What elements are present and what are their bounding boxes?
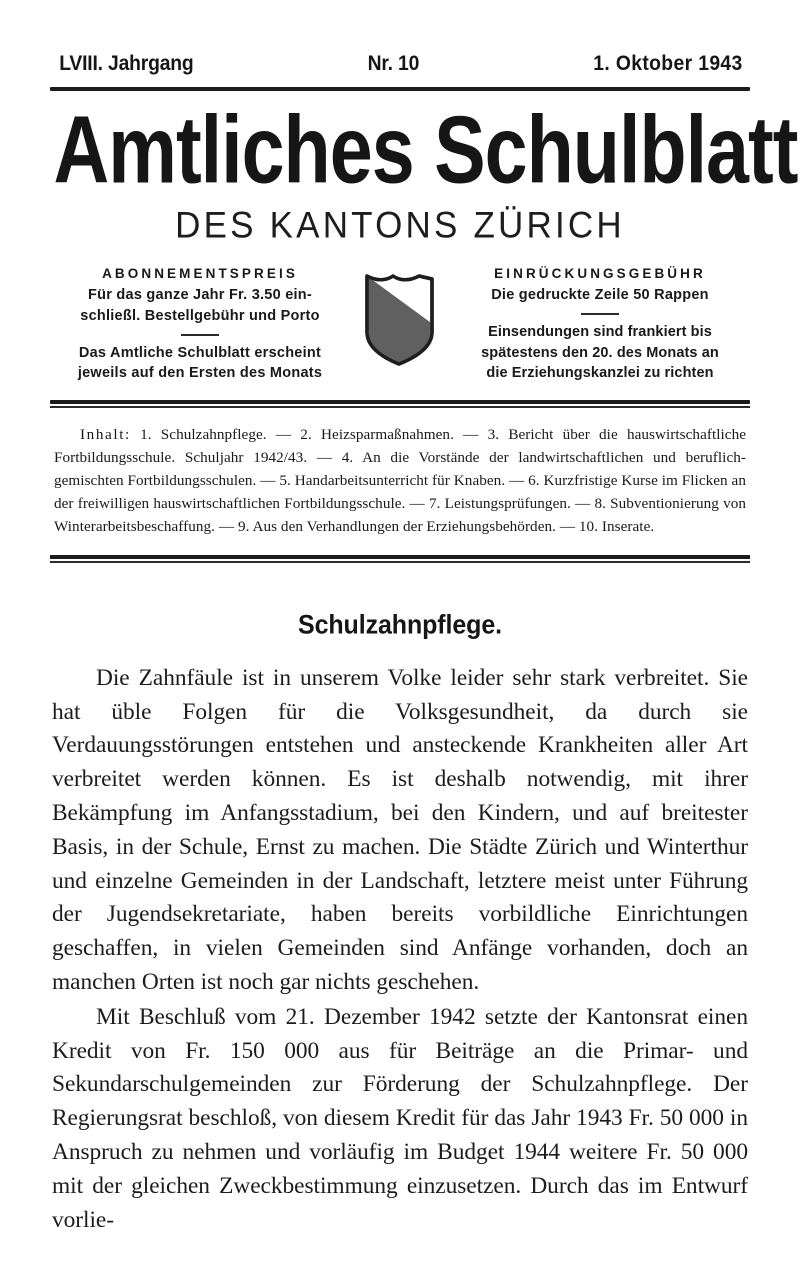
submission-notice-line-3: die Erziehungskanzlei zu richten (486, 365, 714, 382)
subscription-price-column (50, 266, 350, 383)
masthead-divider-rule (50, 87, 750, 91)
zurich-shield-icon (362, 270, 438, 368)
contents-text: 1. Schulzahnpflege. — 2. Heizsparmaßnahmen. — 3. Bericht über die hauswirtschaftliche Fortbildungsschule. Schuljahr 1942/43. — 4. An die Vorstände der landwirtschaftlichen und beruflich-gemischten Fortbildungsschulen. — 5. Handarbeitsunterricht für Knaben. — 6. Kurzfristige Kurse im Flicken an der freiwilligen hauswirtschaftlichen Fortbildungsschule. — 7. Leistungsprüfungen. — 8. Subventionierung von Winterarbeitsbeschaffung. — 9. Aus den Verhandlungen der Erziehungsbehörden. — 10. Inserate. (54, 425, 746, 536)
issue-number-label: Nr. 10 (367, 52, 420, 75)
masthead-info-block (50, 266, 750, 383)
table-of-contents (50, 423, 750, 538)
advertising-separator-rule (581, 313, 619, 315)
article-paragraph-1: Die Zahnfäule ist in unserem Volke leider sehr stark verbreitet. Sie hat üble Folgen für die Volksgesundheit, da durch sie Verdauungsstörungen entstehen und ansteckende Krankheiten aller Art verbreitet werden können. Es ist deshalb notwendig, mit ihrer Bekämpfung im Anfangsstadium, bei den Kindern, und auf breitester Basis, in der Schule, Ernst zu machen. Die Städte Zürich und Winterthur und einzelne Gemeinden in der Landschaft, letztere meist unter Führung der Jugendsekretariate, haben bereits vorbildliche Einrichtungen geschaffen, in vielen Gemeinden sind Anfänge vorhanden, doch an manchen Orten ist noch gar nichts geschehen. (52, 664, 748, 996)
publication-subtitle: DES KANTONS ZÜRICH (175, 205, 625, 247)
article-paragraph-2: Mit Beschluß vom 21. Dezember 1942 setzte der Kantonsrat einen Kredit von Fr. 150 000 aus für Beiträge an die Primar- und Sekundarschulgemeinden zur Förderung der Schulzahnpflege. Der Regierungsrat beschloß, von diesem Kredit für das Jahr 1943 Fr. 50 000 in Anspruch zu nehmen und vorläufig im Budget 1944 weitere Fr. 50 000 mit der gleichen Zweckbestimmung einzusetzen. Durch das im Entwurf vorlie- (52, 1003, 748, 1233)
article-body (50, 662, 750, 1238)
subscription-separator-rule (181, 334, 219, 336)
subscription-price-heading: ABONNEMENTSPREIS (102, 266, 298, 282)
publication-frequency-line-2: jeweils auf den Ersten des Monats (77, 365, 323, 382)
subscription-price-line-2: schließl. Bestellgebühr und Porto (80, 308, 320, 325)
contents-top-divider (50, 400, 750, 408)
advertising-fee-column (450, 266, 750, 383)
coat-of-arms-container (354, 266, 446, 368)
advertising-fee-heading: EINRÜCKUNGSGEBÜHR (494, 266, 706, 282)
publication-date-label: 1. Oktober 1943 (593, 52, 743, 75)
article-heading: Schulzahnpflege. (298, 609, 502, 640)
masthead-header-line (50, 52, 750, 76)
submission-notice-line-2: spätestens den 20. des Monats an (481, 344, 719, 361)
contents-label: Inhalt: (80, 425, 131, 443)
publication-frequency-line-1: Das Amtliche Schulblatt erscheint (78, 344, 322, 361)
advertising-fee-line-1: Die gedruckte Zeile 50 Rappen (491, 287, 709, 304)
contents-bottom-divider (50, 555, 750, 563)
volume-label: LVIII. Jahrgang (59, 52, 194, 75)
publication-title: Amtliches Schulblatt (53, 95, 798, 204)
subscription-price-line-1: Für das ganze Jahr Fr. 3.50 ein- (88, 287, 312, 304)
submission-notice-line-1: Einsendungen sind frankiert bis (488, 324, 712, 341)
